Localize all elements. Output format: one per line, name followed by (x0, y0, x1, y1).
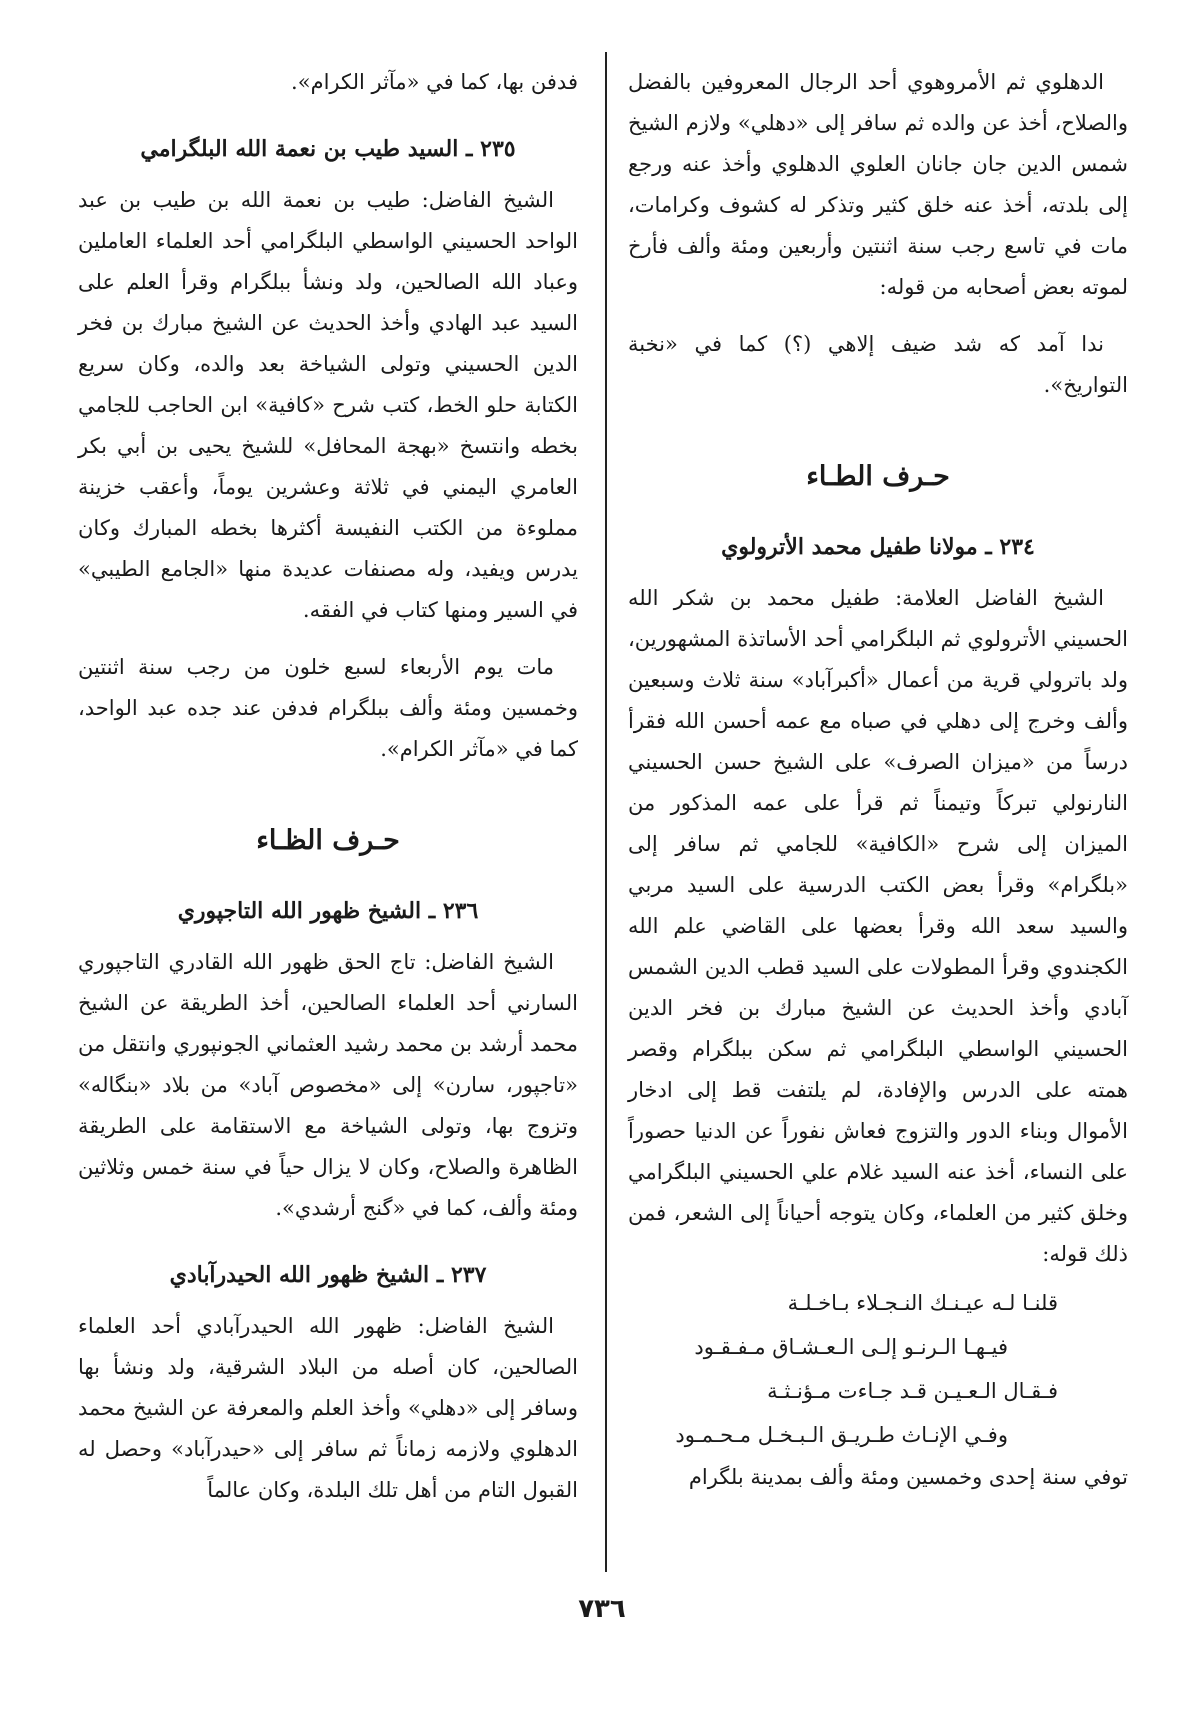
entry-235-title: ٢٣٥ ـ السيد طيب بن نعمة الله البلگرامي (140, 136, 516, 162)
intro-paragraph: الدهلوي ثم الأمروهوي أحد الرجال المعروفين بالفضل والصلاح، أخذ عن والده ثم سافر إلى «دهلي» ولازم الشيخ شمس الدين جان جانان العلوي الدهلوي وأخذ عنه ورجع إلى بلدته، أخذ عنه خلق كثير وتذكر له كشوف وكرامات، مات في تاسع رجب سنة اثنتين وأربعين ومئة وألف فأرخ لموته بعض أصحابه من قوله: (628, 70, 1128, 299)
verse-line-4: وفـي الإنـاث طـريـق الـبـخـل مـحـمـود (675, 1423, 1008, 1447)
verse-line-2: فيـهـا الـرنـو إلـى الـعـشـاق مـفـقـود (694, 1335, 1008, 1359)
continuation-paragraph: فدفن بها، كما في «مآثر الكرام». (291, 70, 578, 94)
right-column (628, 62, 1128, 1498)
entry-236-title: ٢٣٦ ـ الشيخ ظهور الله التاجپوري (177, 898, 479, 924)
quote-paragraph: ندا آمد كه شد ضيف إلاهي (؟) كما في «نخبة التواريخ». (628, 332, 1128, 397)
section-heading-za: حـرف الظـاء (256, 825, 400, 856)
entry-235-death: مات يوم الأربعاء لسبع خلون من رجب سنة اثنتين وخمسين ومئة وألف ببلگرام فدفن عند جده عبد الواحد، كما في «مآثر الكرام». (78, 655, 578, 761)
column-divider (605, 52, 607, 1572)
verse-line-1: قلنـا لـه عيـنـك النـجـلاء بـاخـلـة (787, 1291, 1058, 1315)
entry-236-text: الشيخ الفاضل: تاج الحق ظهور الله القادري التاجپوري السارني أحد العلماء الصالحين، أخذ الطريقة عن الشيخ محمد أرشد بن محمد رشيد العثماني الجونپوري وانتقل من «تاجپور، سارن» إلى «مخصوص آباد» من بلاد «بنگاله» وتزوج بها، وتولى الشياخة مع الاستقامة على الطريقة الظاهرة والصلاح، وكان لا يزال حياً في سنة خمس وثلاثين ومئة وألف، كما في «گنج أرشدي». (78, 950, 578, 1220)
section-heading-ta: حـرف الطـاء (806, 461, 950, 492)
left-column (78, 62, 578, 1511)
verse-line-3: فـقـال الـعـيـن قـد جـاءت مـؤنـثـة (767, 1379, 1058, 1403)
entry-237-title: ٢٣٧ ـ الشيخ ظهور الله الحيدرآبادي (169, 1262, 487, 1288)
entry-234-text: الشيخ الفاضل العلامة: طفيل محمد بن شكر الله الحسيني الأترولوي ثم البلگرامي أحد الأساتذة المشهورين، ولد باترولي قرية من أعمال «أكبرآباد» سنة ثلاث وسبعين وألف وخرج إلى دهلي في صباه مع عمه أحسن الله فقرأ درساً من «ميزان الصرف» على الشيخ حسن الحسيني النارنولي تبركاً وتيمناً ثم قرأ على عمه المذكور من الميزان إلى شرح «الكافية» للجامي ثم سافر إلى «بلگرام» وقرأ بعض الكتب الدرسية على السيد مربي والسيد سعد الله وقرأ بعضها على القاضي علم الله الكجندوي وقرأ المطولات على السيد قطب الدين الشمس آبادي وأخذ الحديث عن الشيخ مبارك بن فخر الدين الحسيني الواسطي البلگرامي ثم سكن ببلگرام وقصر همته على الدرس والإفادة، لم يلتفت قط إلى ادخار الأموال وبناء الدور والتزوج فعاش نفوراً عن الدنيا حصوراً على النساء، أخذ عنه السيد غلام علي الحسيني البلگرامي وخلق كثير من العلماء، وكان يتوجه أحياناً إلى الشعر، فمن ذلك قوله: (628, 586, 1128, 1266)
entry-237-text: الشيخ الفاضل: ظهور الله الحيدرآبادي أحد العلماء الصالحين، كان أصله من البلاد الشرقية، ولد ونشأ بها وسافر إلى «دهلي» وأخذ العلم والمعرفة عن الشيخ محمد الدهلوي ولازمه زماناً ثم سافر إلى «حيدرآباد» وحصل له القبول التام من أهل تلك البلدة، وكان عالماً (78, 1314, 578, 1502)
entry-235-text: الشيخ الفاضل: طيب بن نعمة الله بن طيب بن عبد الواحد الحسيني الواسطي البلگرامي أحد العلماء العاملين وعباد الله الصالحين، ولد ونشأ ببلگرام وقرأ العلم على السيد عبد الهادي وأخذ الحديث عن الشيخ مبارك بن فخر الدين الحسيني وتولى الشياخة بعد والده، وكان سريع الكتابة حلو الخط، كتب شرح «كافية» ابن الحاجب للجامي بخطه وانتسخ «بهجة المحافل» للشيخ يحيى بن أبي بكر العامري اليمني في ثلاثة وعشرين يوماً، وأعقب خزينة مملوءة من الكتب النفيسة أكثرها بخطه المبارك وكان يدرس ويفيد، وله مصنفات عديدة منها «الجامع الطيبي» في السير ومنها كتاب في الفقه. (78, 188, 578, 622)
page-number: ٧٣٦ (578, 1594, 626, 1624)
death-paragraph: توفي سنة إحدى وخمسين ومئة وألف بمدينة بلگرام (688, 1465, 1128, 1489)
verse-block (628, 1281, 1128, 1457)
entry-234-title: ٢٣٤ ـ مولانا طفيل محمد الأترولوي (721, 534, 1035, 560)
